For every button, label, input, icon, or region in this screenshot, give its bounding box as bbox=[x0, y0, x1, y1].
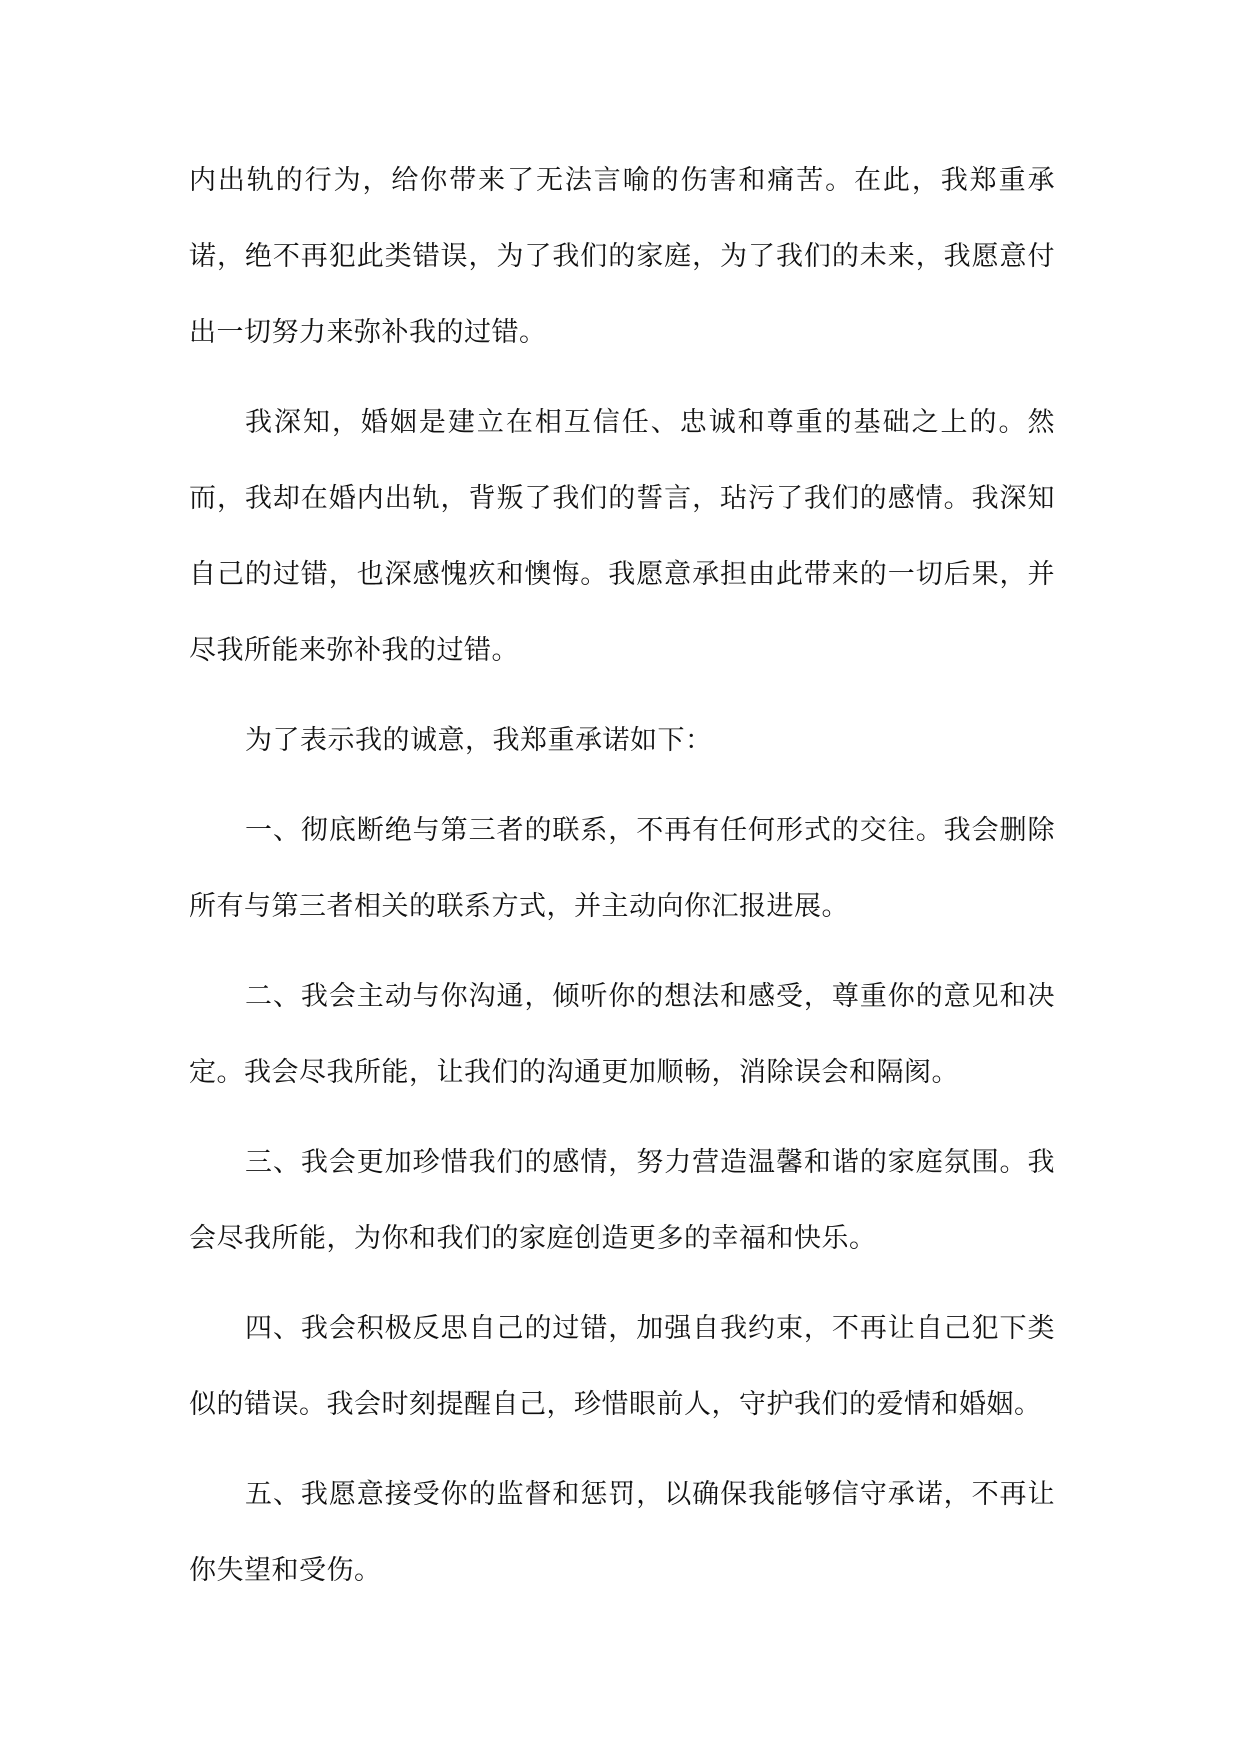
promise-item-2: 二、我会主动与你沟通，倾听你的想法和感受，尊重你的意见和决定。我会尽我所能，让我们的沟通更加顺畅，消除误会和隔阂。 bbox=[189, 981, 1055, 1088]
paragraph-continuation: 内出轨的行为，给你带来了无法言喻的伤害和痛苦。在此，我郑重承诺，绝不再犯此类错误，为了我们的家庭，为了我们的未来，我愿意付出一切努力来弥补我的过错。 bbox=[189, 165, 1055, 348]
paragraph-marriage-trust: 我深知，婚姻是建立在相互信任、忠诚和尊重的基础之上的。然而，我却在婚内出轨，背叛了我们的誓言，玷污了我们的感情。我深知自己的过错，也深感愧疚和懊悔。我愿意承担由此带来的一切后果，并尽我所能来弥补我的过错。 bbox=[189, 407, 1055, 666]
document-body bbox=[189, 143, 1055, 1623]
promise-item-4: 四、我会积极反思自己的过错，加强自我约束，不再让自己犯下类似的错误。我会时刻提醒自己，珍惜眼前人，守护我们的爱情和婚姻。 bbox=[189, 1313, 1055, 1420]
paragraph-promise-intro: 为了表示我的诚意，我郑重承诺如下： bbox=[245, 725, 713, 756]
promise-item-3: 三、我会更加珍惜我们的感情，努力营造温馨和谐的家庭氛围。我会尽我所能，为你和我们的家庭创造更多的幸福和快乐。 bbox=[189, 1147, 1055, 1254]
promise-item-1: 一、彻底断绝与第三者的联系，不再有任何形式的交往。我会删除所有与第三者相关的联系方式，并主动向你汇报进展。 bbox=[189, 815, 1055, 922]
promise-item-5: 五、我愿意接受你的监督和惩罚，以确保我能够信守承诺，不再让你失望和受伤。 bbox=[189, 1479, 1055, 1586]
